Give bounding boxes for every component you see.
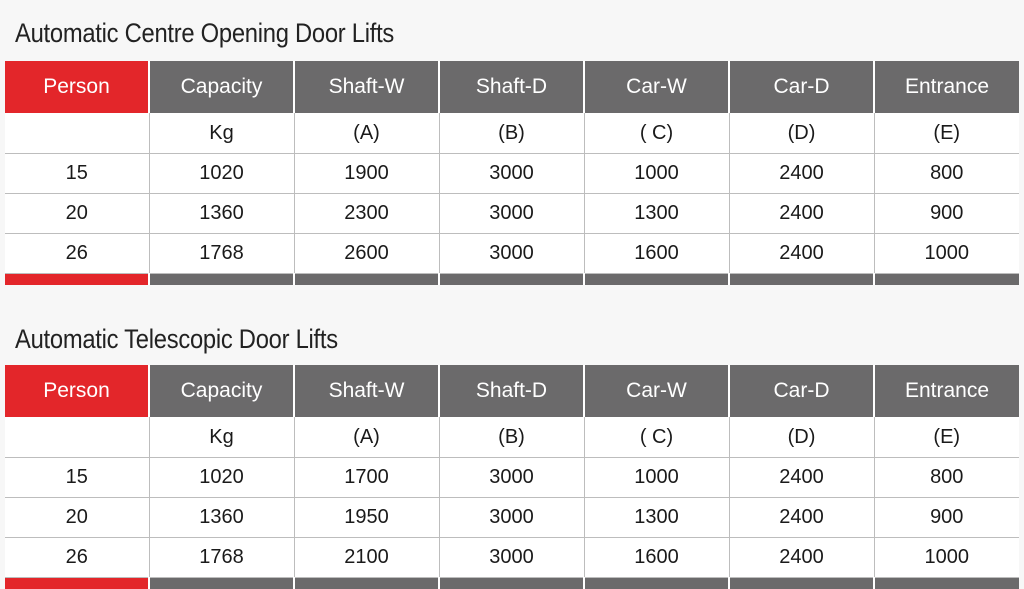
footer-segment bbox=[584, 274, 729, 286]
spec-table-centre-opening bbox=[5, 61, 1019, 285]
footer-segment bbox=[874, 578, 1019, 589]
table-cell: 3000 bbox=[439, 458, 584, 498]
table-cell: 1768 bbox=[149, 234, 294, 274]
unit-cell: ( C) bbox=[584, 113, 729, 154]
table-cell: 900 bbox=[874, 498, 1019, 538]
table-cell: 1700 bbox=[294, 458, 439, 498]
table-cell: 2600 bbox=[294, 234, 439, 274]
footer-segment bbox=[439, 274, 584, 286]
table-cell: 15 bbox=[5, 458, 149, 498]
header-capacity: Capacity bbox=[149, 365, 294, 417]
header-shaft-w: Shaft-W bbox=[294, 61, 439, 113]
unit-cell: (A) bbox=[294, 417, 439, 458]
footer-segment bbox=[584, 578, 729, 589]
footer-segment bbox=[149, 274, 294, 286]
table-cell: 3000 bbox=[439, 194, 584, 234]
table-footer-bar bbox=[5, 274, 1019, 286]
header-shaft-w: Shaft-W bbox=[294, 365, 439, 417]
table-cell: 1300 bbox=[584, 194, 729, 234]
footer-segment bbox=[439, 578, 584, 589]
unit-cell: Kg bbox=[149, 113, 294, 154]
table-cell: 2400 bbox=[729, 458, 874, 498]
table-cell: 1950 bbox=[294, 498, 439, 538]
table-cell: 3000 bbox=[439, 154, 584, 194]
table-row bbox=[5, 538, 1019, 578]
unit-cell bbox=[5, 113, 149, 154]
unit-cell: (E) bbox=[874, 417, 1019, 458]
spec-table-telescopic bbox=[5, 365, 1019, 589]
header-car-d: Car-D bbox=[729, 61, 874, 113]
footer-segment bbox=[149, 578, 294, 589]
table-cell: 1360 bbox=[149, 498, 294, 538]
table-cell: 900 bbox=[874, 194, 1019, 234]
header-shaft-d: Shaft-D bbox=[439, 365, 584, 417]
footer-accent bbox=[5, 274, 149, 286]
table-cell: 20 bbox=[5, 194, 149, 234]
header-row bbox=[5, 365, 1019, 417]
table-cell: 1600 bbox=[584, 538, 729, 578]
table-cell: 2400 bbox=[729, 538, 874, 578]
units-row bbox=[5, 113, 1019, 154]
footer-segment bbox=[294, 274, 439, 286]
unit-cell: (A) bbox=[294, 113, 439, 154]
header-person: Person bbox=[5, 61, 149, 113]
table-cell: 1768 bbox=[149, 538, 294, 578]
header-car-d: Car-D bbox=[729, 365, 874, 417]
header-capacity: Capacity bbox=[149, 61, 294, 113]
header-person: Person bbox=[5, 365, 149, 417]
table-cell: 1020 bbox=[149, 154, 294, 194]
table-cell: 800 bbox=[874, 154, 1019, 194]
table-row bbox=[5, 234, 1019, 274]
unit-cell: (B) bbox=[439, 417, 584, 458]
table-row bbox=[5, 154, 1019, 194]
table-row bbox=[5, 498, 1019, 538]
table-cell: 1000 bbox=[874, 538, 1019, 578]
footer-accent bbox=[5, 578, 149, 589]
table-cell: 2400 bbox=[729, 498, 874, 538]
table-cell: 1000 bbox=[584, 154, 729, 194]
table-row bbox=[5, 194, 1019, 234]
header-row bbox=[5, 61, 1019, 113]
table-cell: 1300 bbox=[584, 498, 729, 538]
header-car-w: Car-W bbox=[584, 365, 729, 417]
table-cell: 3000 bbox=[439, 538, 584, 578]
table-cell: 1900 bbox=[294, 154, 439, 194]
unit-cell: ( C) bbox=[584, 417, 729, 458]
table-cell: 2400 bbox=[729, 234, 874, 274]
table-cell: 1360 bbox=[149, 194, 294, 234]
section-title: Automatic Telescopic Door Lifts bbox=[15, 324, 338, 354]
table-cell: 20 bbox=[5, 498, 149, 538]
table-cell: 1020 bbox=[149, 458, 294, 498]
unit-cell: Kg bbox=[149, 417, 294, 458]
unit-cell bbox=[5, 417, 149, 458]
footer-segment bbox=[294, 578, 439, 589]
unit-cell: (E) bbox=[874, 113, 1019, 154]
table-cell: 3000 bbox=[439, 498, 584, 538]
units-row bbox=[5, 417, 1019, 458]
table-cell: 3000 bbox=[439, 234, 584, 274]
unit-cell: (B) bbox=[439, 113, 584, 154]
footer-segment bbox=[874, 274, 1019, 286]
footer-segment bbox=[729, 274, 874, 286]
table-cell: 1000 bbox=[584, 458, 729, 498]
table-row bbox=[5, 458, 1019, 498]
table-cell: 15 bbox=[5, 154, 149, 194]
header-entrance: Entrance bbox=[874, 61, 1019, 113]
table-cell: 1000 bbox=[874, 234, 1019, 274]
table-cell: 800 bbox=[874, 458, 1019, 498]
table-footer-bar bbox=[5, 578, 1019, 589]
table-cell: 26 bbox=[5, 538, 149, 578]
header-car-w: Car-W bbox=[584, 61, 729, 113]
table-cell: 2400 bbox=[729, 194, 874, 234]
table-cell: 26 bbox=[5, 234, 149, 274]
unit-cell: (D) bbox=[729, 113, 874, 154]
header-entrance: Entrance bbox=[874, 365, 1019, 417]
table-cell: 2300 bbox=[294, 194, 439, 234]
section-title: Automatic Centre Opening Door Lifts bbox=[15, 18, 395, 48]
footer-segment bbox=[729, 578, 874, 589]
header-shaft-d: Shaft-D bbox=[439, 61, 584, 113]
table-cell: 1600 bbox=[584, 234, 729, 274]
table-cell: 2400 bbox=[729, 154, 874, 194]
table-cell: 2100 bbox=[294, 538, 439, 578]
unit-cell: (D) bbox=[729, 417, 874, 458]
